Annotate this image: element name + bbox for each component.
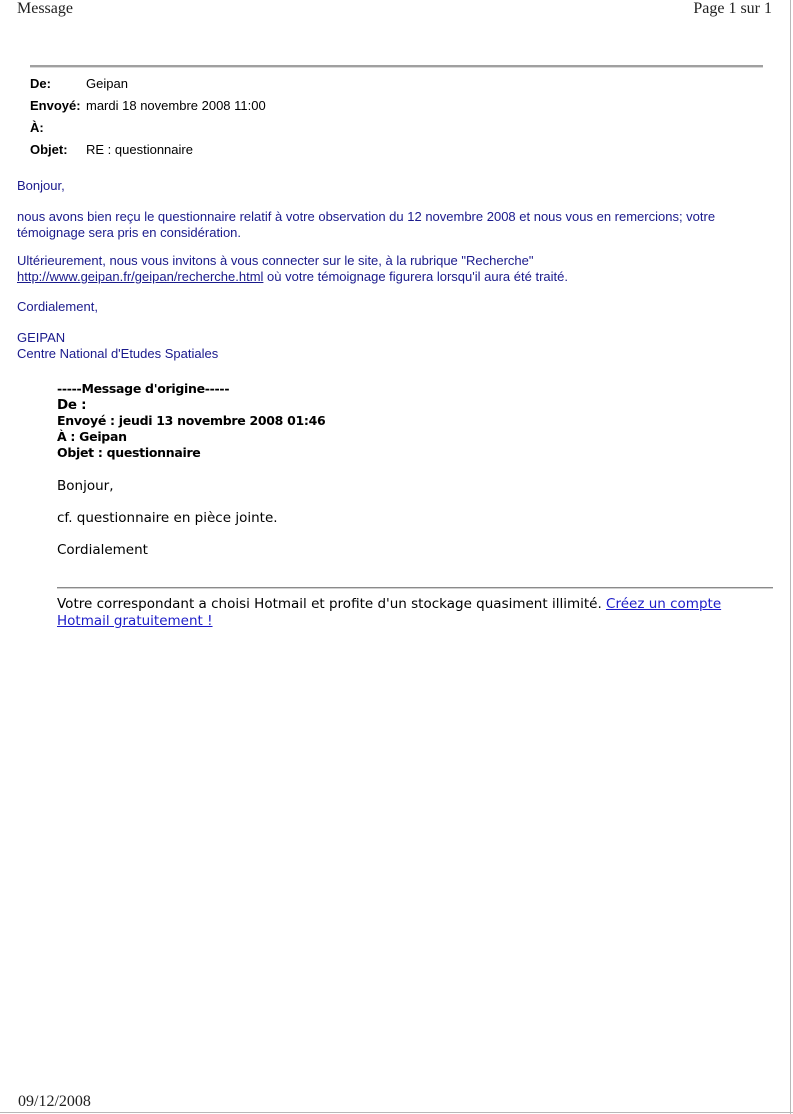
paragraph-1-text: nous avons bien reçu le questionnaire relatif à votre observation du 12 novembre 2008 et nous vous en remercions; votre témoignage sera pris en considération. — [17, 209, 716, 240]
original-to: À : Geipan — [57, 429, 127, 444]
header-divider — [30, 65, 763, 68]
paragraph-2-outro: où votre témoignage figurera lorsqu'il aura été traité. — [263, 269, 568, 284]
email-sent-row — [30, 98, 266, 120]
signature-name: GEIPAN — [17, 330, 66, 345]
from-value: Geipan — [86, 76, 128, 91]
original-sent: Envoyé : jeudi 13 novembre 2008 01:46 — [57, 413, 326, 428]
body-greeting — [17, 178, 777, 194]
print-header-title: Message — [17, 0, 73, 17]
to-value — [86, 120, 266, 142]
recherche-link[interactable]: http://www.geipan.fr/geipan/recherche.html — [17, 269, 264, 284]
email-from-row — [30, 76, 266, 98]
email-header — [30, 76, 266, 164]
page-frame-bottom — [0, 1112, 793, 1113]
to-label: À: — [30, 120, 44, 135]
body-paragraph-1 — [17, 209, 777, 241]
original-message — [57, 381, 773, 629]
original-subject: Objet : questionnaire — [57, 445, 201, 460]
original-message-header — [57, 381, 773, 461]
original-greeting: Bonjour, — [57, 478, 114, 494]
hotmail-divider — [57, 587, 773, 589]
original-closing: Cordialement — [57, 542, 148, 558]
original-message-title: -----Message d'origine----- — [57, 381, 230, 396]
print-footer-date: 09/12/2008 — [18, 1093, 91, 1110]
hotmail-footer — [57, 596, 773, 630]
subject-value: RE : questionnaire — [86, 142, 193, 157]
body-paragraph-2 — [17, 253, 777, 285]
original-from: De : — [57, 397, 87, 413]
email-to-row — [30, 120, 266, 142]
closing-text: Cordialement, — [17, 299, 98, 314]
page-frame-right — [790, 0, 791, 1114]
greeting-text: Bonjour, — [17, 178, 65, 193]
signature — [17, 330, 777, 362]
email-subject-row — [30, 142, 266, 164]
sent-label: Envoyé: — [30, 98, 81, 113]
hotmail-footer-text: Votre correspondant a choisi Hotmail et profite d'un stockage quasiment illimité. — [57, 596, 607, 612]
body-closing — [17, 299, 777, 315]
from-label: De: — [30, 76, 51, 91]
print-header-page-number: Page 1 sur 1 — [693, 0, 772, 17]
sent-value: mardi 18 novembre 2008 11:00 — [86, 98, 266, 113]
create-hotmail-account-link[interactable]: Créez un compte Hotmail gratuitement ! — [57, 596, 722, 629]
original-text: cf. questionnaire en pièce jointe. — [57, 510, 278, 526]
signature-organization: Centre National d'Etudes Spatiales — [17, 346, 219, 361]
subject-label: Objet: — [30, 142, 68, 157]
paragraph-2-intro: Ultérieurement, nous vous invitons à vous connecter sur le site, à la rubrique "Recherche" — [17, 253, 534, 268]
